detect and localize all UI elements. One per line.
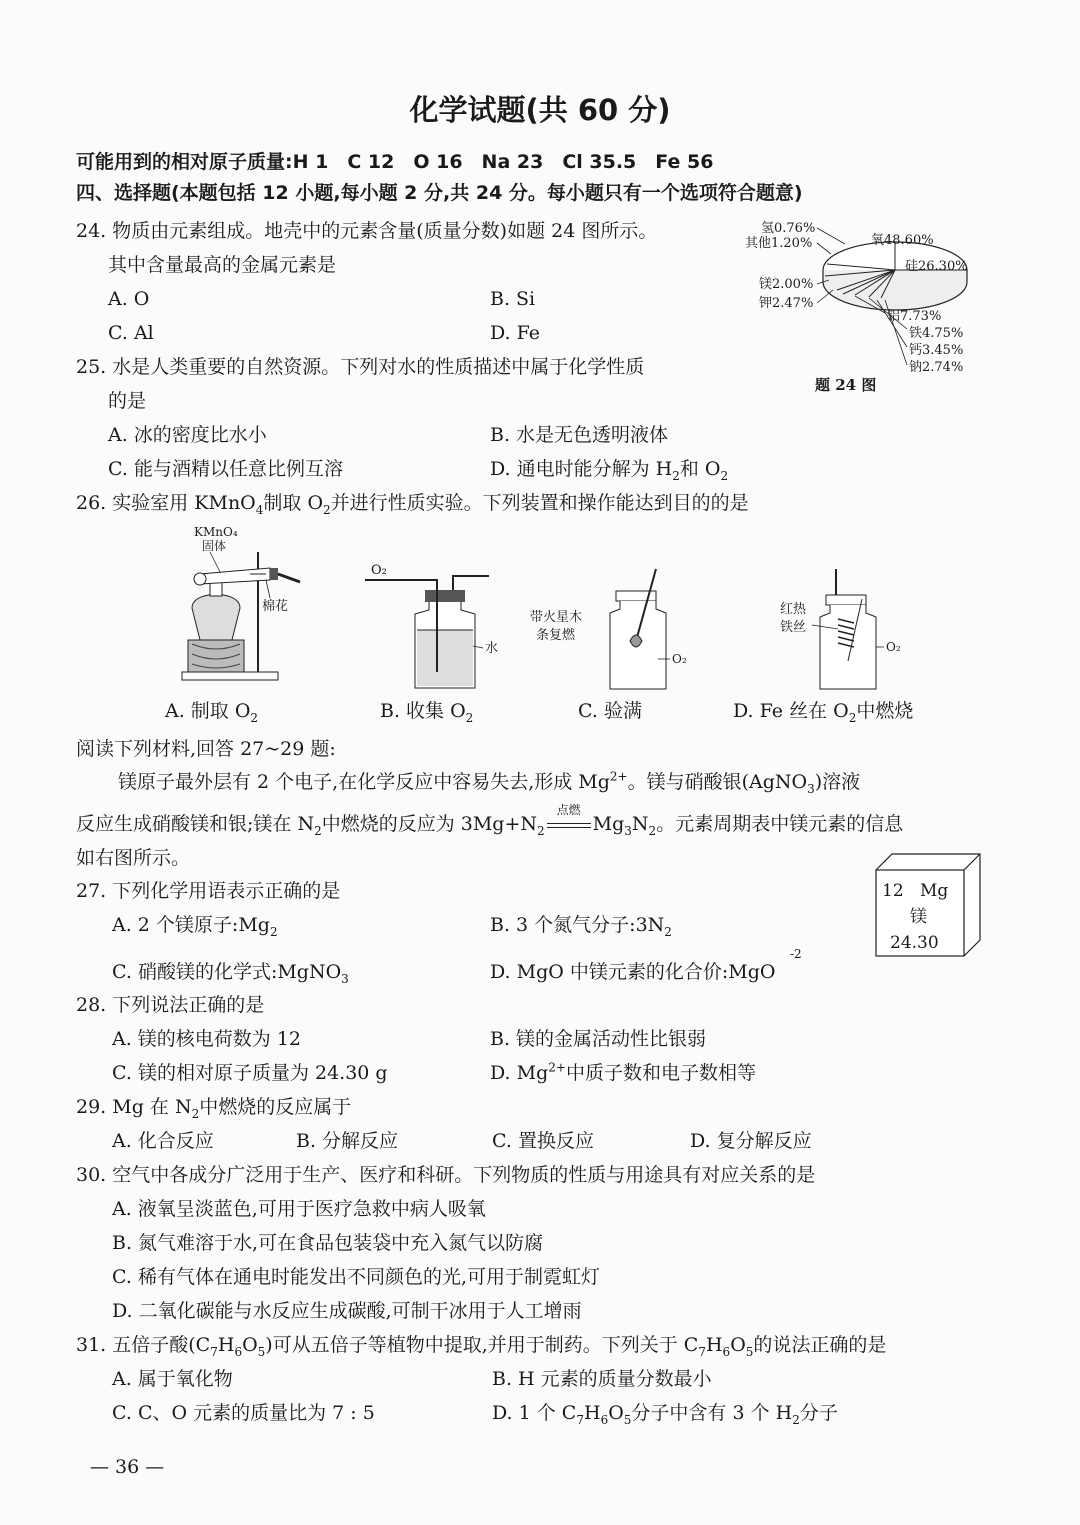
element-number: 12: [882, 881, 904, 901]
fig-c-label-1: 带火星木: [530, 610, 583, 625]
chart-label-na: 钠2.74%: [909, 360, 964, 375]
q27-option-b: B. 3 个氮气分子$:3N_2$: [490, 914, 672, 939]
chart-label-al: 铝7.73%: [887, 309, 942, 324]
q24-option-d: D. Fe: [490, 322, 541, 344]
chart-label-h: 氢0.76%: [761, 221, 816, 236]
q28-option-a: A. 镁的核电荷数为 12: [112, 1028, 302, 1050]
section-heading: 四、选择题(本题包括 12 小题,每小题 2 分,共 24 分。每小题只有一个选项符合题意): [76, 182, 803, 204]
q31-option-b: B. H 元素的质量分数最小: [492, 1368, 712, 1390]
q25-option-b: B. 水是无色透明液体: [490, 424, 669, 446]
q25-stem-2: 的是: [108, 390, 147, 412]
q24-option-a: A. O: [108, 288, 150, 310]
chart-caption: 题 24 图: [815, 376, 877, 394]
fig-d-label-o2: O₂: [886, 640, 901, 654]
element-mass: 24.30: [890, 933, 939, 953]
q27-option-d: D. MgO 中镁元素的化合价:MgO: [490, 961, 776, 983]
atomic-masses: 可能用到的相对原子质量:H 1 C 12 O 16 Na 23 Cl 35.5 Fe 56: [76, 151, 714, 173]
fig-b-label-water: 水: [485, 641, 499, 656]
q26-caption-a: A. 制取 $O_2$: [165, 700, 259, 725]
q30-option-c: C. 稀有气体在通电时能发出不同颜色的光,可用于制霓虹灯: [112, 1266, 600, 1288]
reading-p1: 镁原子最外层有 2 个电子,在化学反应中容易失去,形成 $Mg^{2+}$。镁与硝酸银(AgNO$_3$)溶液: [118, 769, 861, 796]
q29-option-d: D. 复分解反应: [690, 1130, 812, 1152]
fig-d-label-1: 红热: [780, 602, 807, 617]
q25-option-d: D. 通电时能分解为 $H_2$和 $O_2$: [490, 458, 729, 483]
fig-b-label-o2: O₂: [371, 563, 387, 578]
q26-figure-b: [365, 560, 505, 692]
q29-option-c: C. 置换反应: [492, 1130, 594, 1152]
q26-caption-b: B. 收集 $O_2$: [380, 700, 474, 725]
chart-label-mg: 镁2.00%: [759, 277, 814, 292]
fig-c-label-o2: O₂: [672, 652, 687, 666]
fig-a-label-kmno4: KMnO₄: [194, 525, 238, 539]
reaction-condition: 点燃: [556, 803, 581, 817]
q31-stem: 31. 五倍子酸$(C_7H_6O_5)$可从五倍子等植物中提取,并用于制药。下列关于 $C_7H_6O_5$的说法正确的是: [76, 1334, 887, 1359]
q31-option-d: D. 1 个 $C_7H_6O_5$分子中含有 3 个 $H_2$分子: [492, 1402, 838, 1427]
q27-stem: 27. 下列化学用语表示正确的是: [76, 880, 341, 902]
q31-option-c: C. C、O 元素的质量比为 7 : 5: [112, 1402, 375, 1424]
reading-intro: 阅读下列材料,回答 27~29 题:: [76, 738, 336, 760]
q28-option-c: C. 镁的相对原子质量为 24.30 g: [112, 1062, 388, 1084]
q24-stem-2: 其中含量最高的金属元素是: [108, 254, 337, 276]
reading-p2: 反应生成硝酸镁和银;镁在 $N_2$中燃烧的反应为 $3Mg+N_2$ 点燃 $Mg_3N_2$。元素周期表中镁元素的信息: [76, 812, 903, 836]
chart-label-fe: 铁4.75%: [909, 326, 964, 341]
q25-option-a: A. 冰的密度比水小: [108, 424, 267, 446]
element-card: [870, 850, 990, 962]
q26-stem: 26. 实验室用 KMnO$_4$制取 $O_2$并进行性质实验。下列装置和操作能达到目的的是: [76, 492, 749, 517]
chart-label-k: 钾2.47%: [759, 296, 814, 311]
q28-option-b: B. 镁的金属活动性比银弱: [490, 1028, 707, 1050]
element-symbol: Mg: [920, 881, 949, 901]
element-name: 镁: [910, 907, 927, 927]
q27-valence-mark: -2: [790, 947, 802, 961]
q29-option-b: B. 分解反应: [296, 1130, 399, 1152]
q26-figure-d: [776, 565, 916, 692]
q24-stem: 24. 物质由元素组成。地壳中的元素含量(质量分数)如题 24 图所示。: [76, 220, 658, 242]
q28-option-d: D. $Mg^{2+}$中质子数和电子数相等: [490, 1060, 756, 1084]
q30-option-d: D. 二氧化碳能与水反应生成碳酸,可制干冰用于人工增雨: [112, 1300, 582, 1322]
q29-stem: 29. Mg 在 $N_2$中燃烧的反应属于: [76, 1096, 352, 1121]
fig-d-label-2: 铁丝: [780, 620, 807, 635]
q30-stem: 30. 空气中各成分广泛用于生产、医疗和科研。下列物质的性质与用途具有对应关系的是: [76, 1164, 816, 1186]
q26-figure-a: [170, 522, 310, 692]
chart-label-ca: 钙3.45%: [909, 343, 964, 358]
q26-figure-c: [530, 565, 700, 692]
q24-pie-chart: [745, 210, 975, 400]
chart-label-other: 其他1.20%: [745, 236, 813, 251]
reading-p3: 如右图所示。: [76, 847, 191, 869]
page-title: 化学试题(共 60 分): [409, 93, 671, 127]
fig-a-label-solid: 固体: [202, 539, 227, 553]
q31-option-a: A. 属于氧化物: [112, 1368, 233, 1390]
q27-option-a: A. 2 个镁原子$:Mg_2$: [112, 914, 278, 939]
q28-stem: 28. 下列说法正确的是: [76, 994, 265, 1016]
q26-caption-d: D. Fe 丝在 $O_2$中燃烧: [733, 700, 914, 725]
q25-option-c: C. 能与酒精以任意比例互溶: [108, 458, 343, 480]
q30-option-a: A. 液氧呈淡蓝色,可用于医疗急救中病人吸氧: [112, 1198, 486, 1220]
q29-option-a: A. 化合反应: [112, 1130, 214, 1152]
q30-option-b: B. 氮气难溶于水,可在食品包装袋中充入氮气以防腐: [112, 1232, 544, 1254]
page-number: — 36 —: [90, 1456, 165, 1478]
q25-stem: 25. 水是人类重要的自然资源。下列对水的性质描述中属于化学性质: [76, 356, 645, 378]
q24-option-c: C. Al: [108, 322, 154, 344]
fig-a-label-cotton: 棉花: [262, 599, 289, 614]
q24-option-b: B. Si: [490, 288, 536, 310]
fig-c-label-2: 条复燃: [536, 628, 576, 643]
chart-label-o: 氧48.60%: [871, 233, 934, 248]
q26-caption-c: C. 验满: [578, 700, 642, 722]
chart-label-si: 硅26.30%: [905, 259, 968, 274]
q27-option-c: C. 硝酸镁的化学式:MgNO$_3$: [112, 961, 349, 986]
